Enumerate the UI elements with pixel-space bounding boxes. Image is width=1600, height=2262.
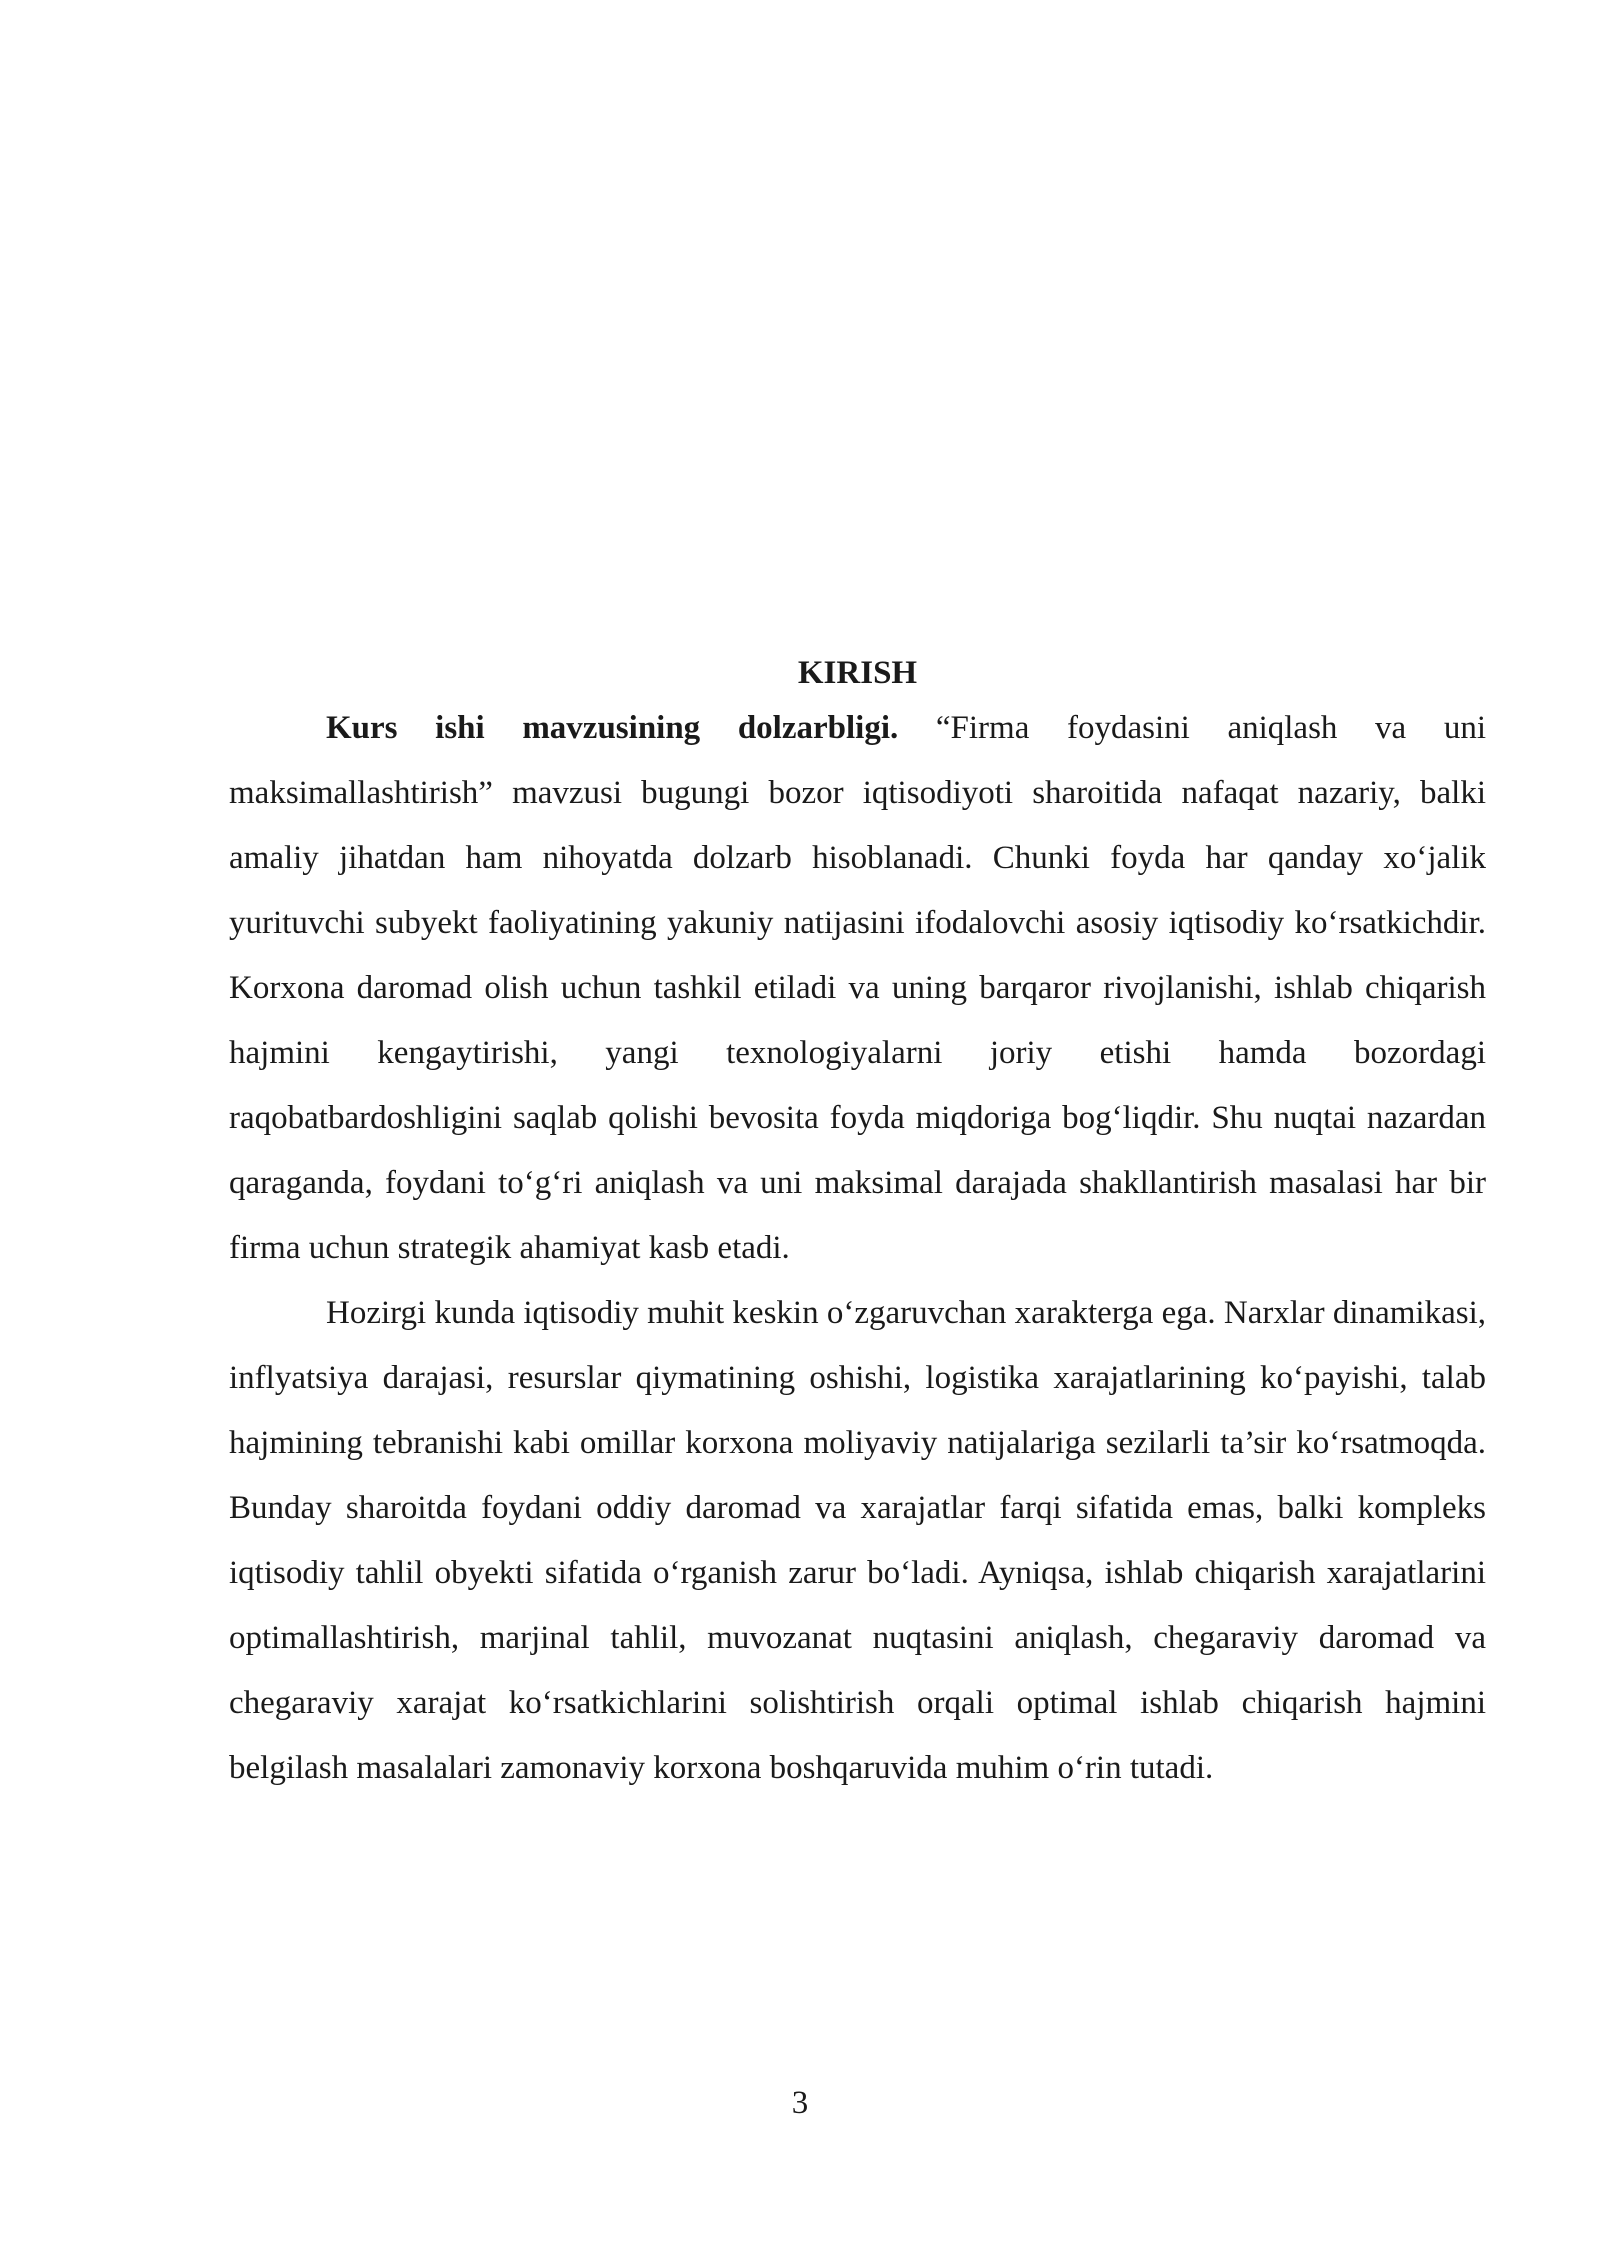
page-number: 3 [791, 2085, 809, 2121]
paragraph-1-text: “Firma foydasini aniqlash va uni maksimallashtirish” mavzusi bugungi bozor iqtisodiyoti sharoitida nafaqat nazariy, balki amaliy jihatdan ham nihoyatda dolzarb hisoblanadi. Chunki foyda har qanday xo‘jalik yurituvchi subyekt faoliyatining yakuniy natijasini ifodalovchi asosiy iqtisodiy ko‘rsatkichdir. Korxona daromad olish uchun tashkil etiladi va uning barqaror rivojlanishi, ishlab chiqarish hajmini kengaytirishi, yangi texnologiyalarni joriy etishi hamda bozordagi raqobatbardoshligini saqlab qolishi bevosita foyda miqdoriga bog‘liqdir. Shu nuqtai nazardan qaraganda, foydani to‘g‘ri aniqlash va uni maksimal darajada shakllantirish masalasi har bir firma uchun strategik ahamiyat kasb etadi. [229, 710, 1487, 1266]
paragraph-1 [229, 696, 1486, 1281]
paragraph-2 [229, 1281, 1486, 1801]
paragraph-2-text: Hozirgi kunda iqtisodiy muhit keskin o‘zgaruvchan xarakterga ega. Narxlar dinamikasi, inflyatsiya darajasi, resurslar qiymatining oshishi, logistika xarajatlarining ko‘payishi, talab hajmining tebranishi kabi omillar korxona moliyaviy natijalariga sezilarli ta’sir ko‘rsatmoqda. Bunday sharoitda foydani oddiy daromad va xarajatlar farqi sifatida emas, balki kompleks iqtisodiy tahlil obyekti sifatida o‘rganish zarur bo‘ladi. Ayniqsa, ishlab chiqarish xarajatlarini optimallashtirish, marjinal tahlil, muvozanat nuqtasini aniqlash, chegaraviy daromad va chegaraviy xarajat ko‘rsatkichlarini solishtirish orqali optimal ishlab chiqarish hajmini belgilash masalalari zamonaviy korxona boshqaruvida muhim o‘rin tutadi. [229, 1295, 1486, 1786]
section-heading: KIRISH [797, 655, 918, 691]
page-content [229, 650, 1486, 1801]
paragraph-1-lead: Kurs ishi mavzusining dolzarbligi. [326, 710, 899, 746]
